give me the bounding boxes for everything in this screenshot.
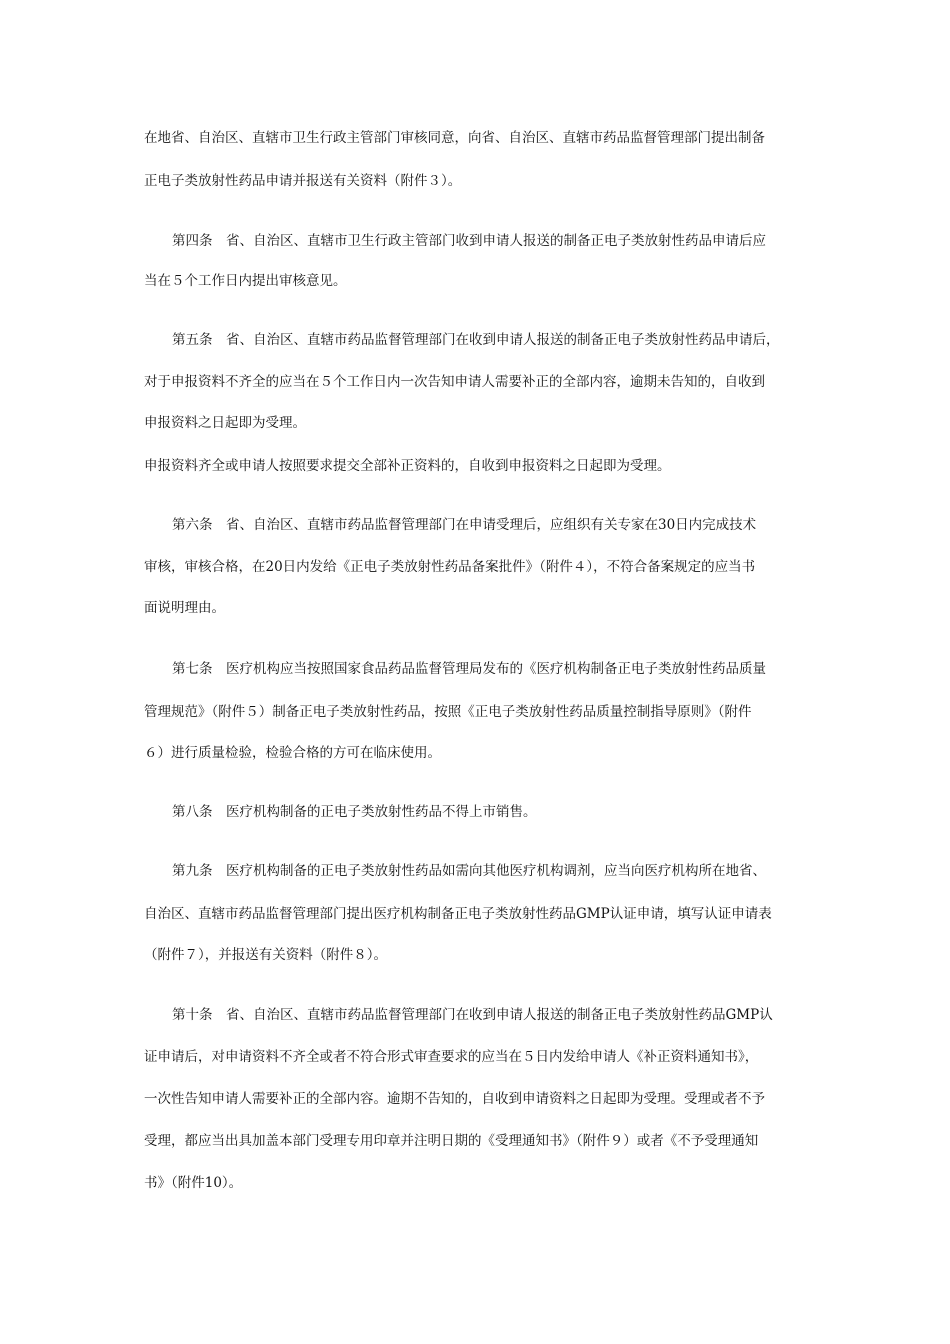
text-line: 正电子类放射性药品申请并报送有关资料（附件３）。 (144, 173, 462, 189)
article-10-heading-line: 第十条 省、自治区、直辖市药品监督管理部门在收到申请人报送的制备正电子类放射性药品GMP认 (172, 1007, 773, 1023)
text-line: 证申请后，对申请资料不齐全或者不符合形式审查要求的应当在５日内发给申请人《补正资料通知书》， (144, 1049, 759, 1065)
text-line: ６）进行质量检验，检验合格的方可在临床使用。 (144, 745, 441, 761)
text-line: 对于申报资料不齐全的应当在５个工作日内一次告知申请人需要补正的全部内容，逾期未告知的，自收到 (144, 374, 765, 390)
article-9-heading-line: 第九条 医疗机构制备的正电子类放射性药品如需向其他医疗机构调剂，应当向医疗机构所在地省、 (172, 863, 766, 879)
text-line: 在地省、自治区、直辖市卫生行政主管部门审核同意，向省、自治区、直辖市药品监督管理部门提出制备 (144, 130, 765, 146)
article-8-heading-line: 第八条 医疗机构制备的正电子类放射性药品不得上市销售。 (172, 804, 537, 820)
text-line: 受理，都应当出具加盖本部门受理专用印章并注明日期的《受理通知书》（附件９）或者《不予受理通知 (144, 1133, 759, 1149)
article-7-heading-line: 第七条 医疗机构应当按照国家食品药品监督管理局发布的《医疗机构制备正电子类放射性药品质量 (172, 661, 766, 677)
text-line: （附件７），并报送有关资料（附件８）。 (144, 947, 387, 963)
text-line: 自治区、直辖市药品监督管理部门提出医疗机构制备正电子类放射性药品GMP认证申请，填写认证申请表 (144, 906, 772, 922)
text-line: 申报资料之日起即为受理。 (144, 415, 306, 431)
text-line: 面说明理由。 (144, 600, 225, 616)
text-line: 管理规范》（附件５）制备正电子类放射性药品，按照《正电子类放射性药品质量控制指导原则》（附件 (144, 704, 752, 720)
text-line: 书》（附件10）。 (144, 1175, 243, 1191)
article-4-heading-line: 第四条 省、自治区、直辖市卫生行政主管部门收到申请人报送的制备正电子类放射性药品申请后应 (172, 233, 766, 249)
text-line: 当在５个工作日内提出审核意见。 (144, 273, 347, 289)
text-line: 审核，审核合格，在20日内发给《正电子类放射性药品备案批件》（附件４），不符合备案规定的应当书 (144, 559, 756, 575)
article-6-heading-line: 第六条 省、自治区、直辖市药品监督管理部门在申请受理后，应组织有关专家在30日内完成技术 (172, 517, 757, 533)
text-line: 申报资料齐全或申请人按照要求提交全部补正资料的，自收到申报资料之日起即为受理。 (144, 458, 671, 474)
article-5-heading-line: 第五条 省、自治区、直辖市药品监督管理部门在收到申请人报送的制备正电子类放射性药品申请后， (172, 332, 780, 348)
text-line: 一次性告知申请人需要补正的全部内容。逾期不告知的，自收到申请资料之日起即为受理。受理或者不予 (144, 1091, 765, 1107)
